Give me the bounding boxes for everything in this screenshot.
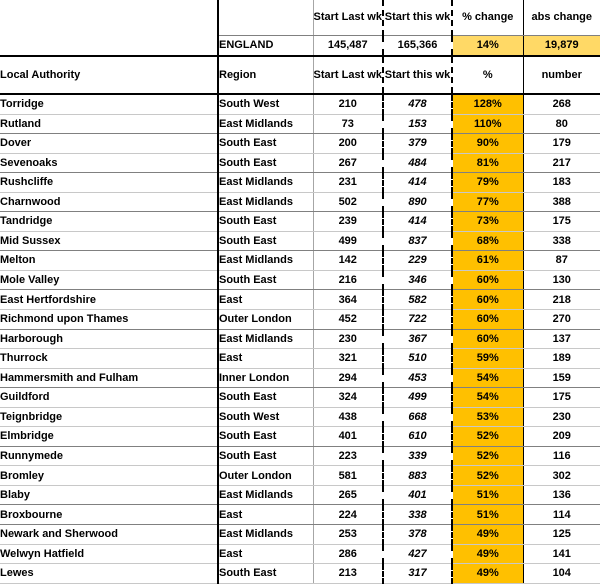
england-label: ENGLAND <box>218 36 313 57</box>
row-local-authority: Harborough <box>0 329 218 349</box>
table-row <box>0 114 600 134</box>
table-row <box>0 564 600 584</box>
row-abs-change: 159 <box>523 368 600 388</box>
row-start-last-wk: 364 <box>313 290 383 310</box>
row-start-this-wk: 346 <box>383 270 452 290</box>
row-local-authority: Richmond upon Thames <box>0 310 218 330</box>
row-start-this-wk: 499 <box>383 388 452 408</box>
table-row <box>0 290 600 310</box>
table-row <box>0 466 600 486</box>
row-pct-change: 54% <box>452 368 523 388</box>
table-row <box>0 310 600 330</box>
row-start-last-wk: 502 <box>313 192 383 212</box>
row-region: South East <box>218 388 313 408</box>
row-local-authority: Blaby <box>0 485 218 505</box>
row-start-this-wk: 317 <box>383 564 452 584</box>
subheader-start-this-wk: Start this wk <box>383 56 452 94</box>
row-pct-change: 90% <box>452 134 523 154</box>
row-region: East Midlands <box>218 329 313 349</box>
table-row <box>0 329 600 349</box>
row-local-authority: Hammersmith and Fulham <box>0 368 218 388</box>
row-start-last-wk: 200 <box>313 134 383 154</box>
row-start-this-wk: 153 <box>383 114 452 134</box>
row-abs-change: 137 <box>523 329 600 349</box>
row-region: East <box>218 544 313 564</box>
row-pct-change: 52% <box>452 427 523 447</box>
row-region: South East <box>218 564 313 584</box>
row-start-last-wk: 224 <box>313 505 383 525</box>
row-local-authority: Dover <box>0 134 218 154</box>
row-pct-change: 54% <box>452 388 523 408</box>
row-abs-change: 87 <box>523 251 600 271</box>
row-pct-change: 73% <box>452 212 523 232</box>
row-start-this-wk: 378 <box>383 525 452 545</box>
row-start-last-wk: 265 <box>313 485 383 505</box>
table-row <box>0 212 600 232</box>
table-row <box>0 525 600 545</box>
row-start-this-wk: 339 <box>383 446 452 466</box>
row-local-authority: Mid Sussex <box>0 231 218 251</box>
row-local-authority: East Hertfordshire <box>0 290 218 310</box>
table-row <box>0 270 600 290</box>
table-subheader-row <box>0 56 600 94</box>
row-pct-change: 51% <box>452 505 523 525</box>
row-abs-change: 268 <box>523 94 600 114</box>
row-pct-change: 59% <box>452 349 523 369</box>
row-start-last-wk: 231 <box>313 173 383 193</box>
row-local-authority: Guildford <box>0 388 218 408</box>
header-start-last-wk: Start Last wk <box>313 0 383 36</box>
england-start-last-wk: 145,487 <box>313 36 383 57</box>
row-region: South East <box>218 153 313 173</box>
header-start-this-wk: Start this wk <box>383 0 452 36</box>
row-pct-change: 61% <box>452 251 523 271</box>
row-abs-change: 125 <box>523 525 600 545</box>
table-row <box>0 407 600 427</box>
row-local-authority: Runnymede <box>0 446 218 466</box>
row-region: Inner London <box>218 368 313 388</box>
row-region: South East <box>218 231 313 251</box>
row-abs-change: 230 <box>523 407 600 427</box>
row-start-last-wk: 230 <box>313 329 383 349</box>
subheader-local-authority: Local Authority <box>0 56 218 94</box>
table-row <box>0 427 600 447</box>
row-start-last-wk: 142 <box>313 251 383 271</box>
england-summary-row <box>0 36 600 57</box>
row-start-this-wk: 883 <box>383 466 452 486</box>
row-local-authority: Teignbridge <box>0 407 218 427</box>
row-region: South East <box>218 134 313 154</box>
row-pct-change: 52% <box>452 466 523 486</box>
row-local-authority: Newark and Sherwood <box>0 525 218 545</box>
row-abs-change: 218 <box>523 290 600 310</box>
row-start-last-wk: 286 <box>313 544 383 564</box>
row-pct-change: 49% <box>452 564 523 584</box>
row-local-authority: Torridge <box>0 94 218 114</box>
row-abs-change: 104 <box>523 564 600 584</box>
table-row <box>0 446 600 466</box>
row-region: Outer London <box>218 466 313 486</box>
row-start-this-wk: 722 <box>383 310 452 330</box>
row-pct-change: 68% <box>452 231 523 251</box>
table-row <box>0 505 600 525</box>
row-region: South East <box>218 270 313 290</box>
row-pct-change: 79% <box>452 173 523 193</box>
row-abs-change: 189 <box>523 349 600 369</box>
row-pct-change: 128% <box>452 94 523 114</box>
row-region: East Midlands <box>218 525 313 545</box>
row-start-last-wk: 452 <box>313 310 383 330</box>
row-start-this-wk: 338 <box>383 505 452 525</box>
table-row <box>0 485 600 505</box>
row-start-this-wk: 837 <box>383 231 452 251</box>
row-abs-change: 116 <box>523 446 600 466</box>
row-start-this-wk: 890 <box>383 192 452 212</box>
subheader-number: number <box>523 56 600 94</box>
table-row <box>0 94 600 114</box>
row-start-last-wk: 213 <box>313 564 383 584</box>
row-start-this-wk: 510 <box>383 349 452 369</box>
row-pct-change: 60% <box>452 310 523 330</box>
row-region: East <box>218 349 313 369</box>
header-abs-change: abs change <box>523 0 600 36</box>
row-abs-change: 209 <box>523 427 600 447</box>
row-local-authority: Sevenoaks <box>0 153 218 173</box>
row-start-this-wk: 478 <box>383 94 452 114</box>
row-abs-change: 80 <box>523 114 600 134</box>
row-local-authority: Mole Valley <box>0 270 218 290</box>
row-local-authority: Rushcliffe <box>0 173 218 193</box>
row-region: East <box>218 290 313 310</box>
row-pct-change: 51% <box>452 485 523 505</box>
england-pct-change: 14% <box>452 36 523 57</box>
row-abs-change: 175 <box>523 212 600 232</box>
row-abs-change: 217 <box>523 153 600 173</box>
row-start-this-wk: 427 <box>383 544 452 564</box>
row-start-last-wk: 499 <box>313 231 383 251</box>
row-start-this-wk: 414 <box>383 173 452 193</box>
row-local-authority: Tandridge <box>0 212 218 232</box>
table-row <box>0 134 600 154</box>
table-header-row <box>0 0 600 36</box>
row-local-authority: Welwyn Hatfield <box>0 544 218 564</box>
row-abs-change: 388 <box>523 192 600 212</box>
row-start-this-wk: 582 <box>383 290 452 310</box>
row-start-this-wk: 367 <box>383 329 452 349</box>
table-row <box>0 388 600 408</box>
header-empty-cell <box>0 0 218 36</box>
row-region: East Midlands <box>218 192 313 212</box>
row-abs-change: 270 <box>523 310 600 330</box>
row-start-last-wk: 223 <box>313 446 383 466</box>
row-region: East Midlands <box>218 173 313 193</box>
row-region: East Midlands <box>218 485 313 505</box>
row-start-last-wk: 216 <box>313 270 383 290</box>
row-abs-change: 179 <box>523 134 600 154</box>
row-local-authority: Rutland <box>0 114 218 134</box>
row-region: South West <box>218 407 313 427</box>
row-pct-change: 81% <box>452 153 523 173</box>
table-row <box>0 251 600 271</box>
row-pct-change: 49% <box>452 544 523 564</box>
row-local-authority: Lewes <box>0 564 218 584</box>
row-pct-change: 53% <box>452 407 523 427</box>
england-abs-change: 19,879 <box>523 36 600 57</box>
row-local-authority: Charnwood <box>0 192 218 212</box>
row-start-last-wk: 267 <box>313 153 383 173</box>
row-start-last-wk: 73 <box>313 114 383 134</box>
table-row <box>0 192 600 212</box>
row-start-last-wk: 581 <box>313 466 383 486</box>
row-region: East Midlands <box>218 114 313 134</box>
row-abs-change: 338 <box>523 231 600 251</box>
row-start-this-wk: 401 <box>383 485 452 505</box>
table-row <box>0 231 600 251</box>
table-row <box>0 173 600 193</box>
row-region: South East <box>218 446 313 466</box>
row-abs-change: 130 <box>523 270 600 290</box>
row-start-this-wk: 484 <box>383 153 452 173</box>
row-start-this-wk: 453 <box>383 368 452 388</box>
england-empty-cell <box>0 36 218 57</box>
row-pct-change: 49% <box>452 525 523 545</box>
header-pct-change: % change <box>452 0 523 36</box>
table-row <box>0 368 600 388</box>
row-pct-change: 77% <box>452 192 523 212</box>
row-start-last-wk: 324 <box>313 388 383 408</box>
row-pct-change: 60% <box>452 329 523 349</box>
row-region: South West <box>218 94 313 114</box>
row-abs-change: 136 <box>523 485 600 505</box>
row-local-authority: Melton <box>0 251 218 271</box>
row-local-authority: Elmbridge <box>0 427 218 447</box>
row-abs-change: 302 <box>523 466 600 486</box>
row-start-this-wk: 229 <box>383 251 452 271</box>
row-start-last-wk: 438 <box>313 407 383 427</box>
row-start-this-wk: 414 <box>383 212 452 232</box>
row-start-last-wk: 321 <box>313 349 383 369</box>
row-abs-change: 141 <box>523 544 600 564</box>
row-abs-change: 175 <box>523 388 600 408</box>
row-local-authority: Bromley <box>0 466 218 486</box>
row-start-this-wk: 610 <box>383 427 452 447</box>
row-local-authority: Broxbourne <box>0 505 218 525</box>
header-region-empty-cell <box>218 0 313 36</box>
row-pct-change: 52% <box>452 446 523 466</box>
row-start-last-wk: 294 <box>313 368 383 388</box>
row-pct-change: 60% <box>452 270 523 290</box>
row-abs-change: 183 <box>523 173 600 193</box>
row-region: South East <box>218 212 313 232</box>
row-start-this-wk: 379 <box>383 134 452 154</box>
england-start-this-wk: 165,366 <box>383 36 452 57</box>
subheader-pct: % <box>452 56 523 94</box>
row-region: East Midlands <box>218 251 313 271</box>
row-start-this-wk: 668 <box>383 407 452 427</box>
table-row <box>0 153 600 173</box>
subheader-region: Region <box>218 56 313 94</box>
row-local-authority: Thurrock <box>0 349 218 369</box>
row-start-last-wk: 239 <box>313 212 383 232</box>
row-region: Outer London <box>218 310 313 330</box>
table-row <box>0 349 600 369</box>
row-region: East <box>218 505 313 525</box>
row-abs-change: 114 <box>523 505 600 525</box>
subheader-start-last-wk: Start Last wk <box>313 56 383 94</box>
row-pct-change: 60% <box>452 290 523 310</box>
row-region: South East <box>218 427 313 447</box>
row-pct-change: 110% <box>452 114 523 134</box>
row-start-last-wk: 253 <box>313 525 383 545</box>
row-start-last-wk: 210 <box>313 94 383 114</box>
row-start-last-wk: 401 <box>313 427 383 447</box>
